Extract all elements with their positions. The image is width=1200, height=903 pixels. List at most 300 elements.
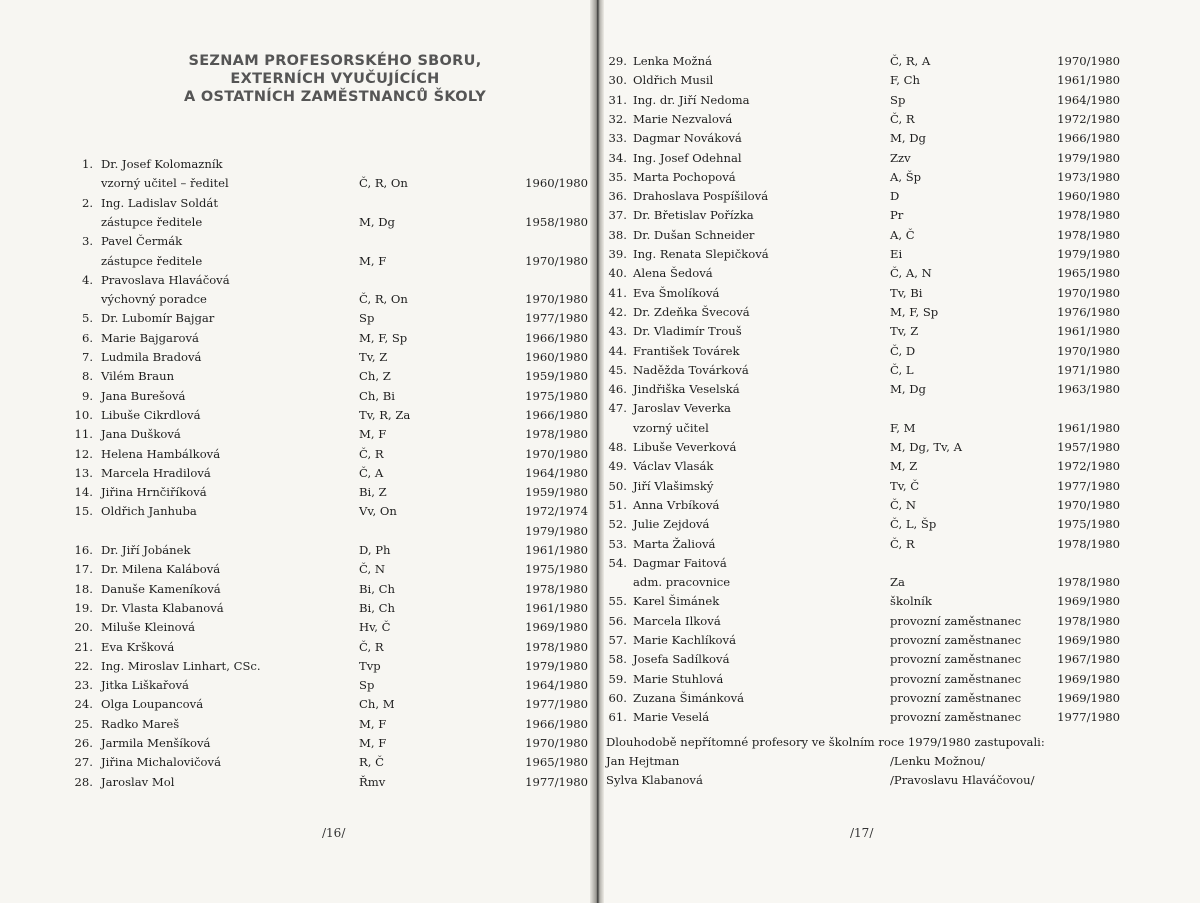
list-row [600,573,1200,592]
person-name: Dr. Jiří Jobánek [101,543,191,557]
person-name: Josefa Sadílková [633,652,730,667]
subjects: D [890,189,900,204]
row-number: 1. [81,157,93,171]
years: 1960/1980 [525,350,588,364]
row-number: 41. [608,285,627,300]
list-row [600,206,1200,225]
subjects: M, F [359,736,387,750]
person-name: Jana Burešová [101,388,186,403]
row-number: 52. [608,517,627,532]
years: 1961/1980 [1057,73,1120,88]
subjects: školník [890,594,932,609]
row-number: 32. [608,111,627,126]
person-name: Dr. Milena Kalábová [101,562,221,577]
years: 1977/1980 [525,697,588,712]
subjects: Č, D [890,343,916,358]
subjects: Č, R [359,446,384,461]
row-number: 46. [608,382,627,397]
person-name: Julie Zejdová [633,517,710,532]
person-name: Eva Kršková [101,639,175,654]
person-name: Miluše Kleinová [101,620,196,635]
years: 1970/1980 [525,253,588,268]
subjects: Bi, Z [359,485,387,500]
person-name: Libuše Veverková [633,440,737,454]
subjects: M, F [359,427,387,442]
person-name: adm. pracovnice [633,575,731,590]
years: 1966/1980 [1057,131,1120,146]
row-number: 59. [608,671,627,686]
years: 1961/1980 [525,600,588,615]
subjects: Sp [890,92,906,107]
years: 1978/1980 [1057,227,1120,242]
row-number: 36. [608,189,627,204]
years: 1978/1980 [525,427,588,442]
row-number: 21. [74,639,93,654]
row-number: 24. [74,697,93,712]
person-name: Marta Žaliová [633,536,716,551]
years: 1960/1980 [1057,189,1120,204]
years: 1972/1980 [1057,111,1120,126]
substitute-name: Jan Hejtman [606,754,680,768]
person-name: Oldřich Musil [633,73,714,88]
row-number: 47. [608,401,627,416]
person-name: Jiřina Michalovičová [101,755,222,770]
person-name: Zuzana Šimánková [633,690,745,705]
subjects: A, Šp [890,169,922,184]
years: 1978/1980 [525,581,588,596]
person-name: Helena Hambálková [101,446,221,461]
subjects: Č, R [359,639,384,654]
person-name: zástupce ředitele [101,214,203,229]
subjects: Zzv [890,150,911,165]
row-number: 34. [608,150,627,165]
row-number: 10. [74,407,93,422]
row-number: 56. [608,613,627,628]
row-number: 38. [608,227,627,242]
person-name: Vilém Braun [101,369,175,384]
years: 1973/1980 [1057,169,1120,184]
row-number: 18. [74,581,93,596]
row-number: 9. [81,388,93,403]
list-row [0,464,596,483]
list-row [0,329,596,348]
person-name: Marie Stuhlová [633,671,724,686]
list-row [600,149,1200,168]
substituted-person: /Lenku Možnou/ [890,754,985,768]
list-row [600,284,1200,303]
row-number: 22. [74,658,93,673]
list-row [0,174,596,193]
person-name: vzorný učitel [633,420,709,435]
subjects: provozní zaměstnanec [890,633,1022,647]
subjects: provozní zaměstnanec [890,710,1022,725]
person-name: Jitka Liškařová [101,678,189,693]
subjects: M, F, Sp [359,330,408,345]
row-number: 20. [74,620,93,635]
list-row [0,522,596,541]
row-number: 5. [81,311,93,326]
row-number: 6. [81,330,93,345]
subjects: Č, N [359,562,385,577]
row-number: 57. [608,633,627,647]
person-name: Ing. dr. Jiří Nedoma [633,92,750,107]
person-name: Marie Bajgarová [101,330,199,345]
row-number: 53. [608,536,627,551]
years: 1979/1980 [525,523,588,538]
list-row [600,457,1200,476]
subjects: Č, L, Šp [890,517,937,532]
years: 1978/1980 [1057,536,1120,551]
row-number: 8. [81,369,93,384]
years: 1969/1980 [1057,671,1120,686]
years: 1963/1980 [1057,382,1120,397]
years: 1960/1980 [525,176,588,191]
subjects: Ch, Bi [359,388,395,403]
list-row [600,515,1200,534]
subjects: Č, R, A [890,54,931,68]
subjects: Tv, R, Za [359,407,411,422]
years: 1972/1974 [525,504,588,519]
list-row [0,445,596,464]
row-number: 60. [608,690,627,705]
list-row [600,52,1200,71]
list-row [600,168,1200,187]
substituted-person: /Pravoslavu Hlaváčovou/ [890,773,1035,787]
person-name: Dr. Břetislav Pořízka [633,208,754,223]
person-name: Dr. Dušan Schneider [633,227,755,242]
person-name: Jiřina Hrnčiříková [101,485,207,500]
list-row [0,773,596,792]
years: 1978/1980 [1057,613,1120,628]
person-name: Karel Šimánek [633,594,720,609]
subjects: Č, L [890,362,914,377]
years: 1970/1980 [525,446,588,461]
subjects: Ei [890,247,903,261]
person-name: Radko Mareš [101,716,180,731]
list-row [600,689,1200,708]
row-number: 17. [74,562,93,577]
list-row [0,309,596,328]
years: 1969/1980 [1057,633,1120,647]
person-name: Ing. Josef Odehnal [633,150,742,165]
list-row [600,496,1200,515]
title-line: EXTERNÍCH VYUČUJÍCÍCH [230,71,440,87]
person-name: vzorný učitel – ředitel [101,176,229,191]
row-number: 4. [81,272,93,287]
list-title [150,52,520,106]
substitute-name: Sylva Klabanová [606,773,703,787]
years: 1975/1980 [525,562,588,577]
person-name: Václav Vlasák [633,459,714,474]
list-row [600,110,1200,129]
substitutes-note: Dlouhodobě nepřítomné profesory ve školním roce 1979/1980 zastupovali: [606,735,1045,749]
list-row [600,380,1200,399]
person-name: Ing. Ladislav Soldát [101,195,219,210]
substitute-row [600,752,1200,771]
person-name: zástupce ředitele [101,253,203,268]
person-name: Marie Veselá [633,710,710,725]
subjects: Č, R, On [359,292,408,307]
list-row [0,271,596,290]
list-row [600,187,1200,206]
years: 1966/1980 [525,407,588,422]
person-name: Dr. Vlasta Klabanová [101,600,224,615]
subjects: A, Č [890,227,915,242]
years: 1978/1980 [1057,575,1120,590]
row-number: 12. [74,446,93,461]
row-number: 39. [608,247,627,261]
list-row [600,71,1200,90]
person-name: Jaroslav Mol [101,774,175,789]
years: 1971/1980 [1057,362,1120,377]
years: 1969/1980 [525,620,588,635]
subjects: M, F [359,716,387,731]
subjects: provozní zaměstnanec [890,652,1022,667]
person-name: Anna Vrbíková [633,497,720,512]
person-name: Dagmar Faitová [633,555,727,570]
list-row [600,245,1200,264]
years: 1964/1980 [1057,92,1120,107]
list-row [600,438,1200,457]
person-name: Eva Šmolíková [633,285,720,300]
subjects: Hv, Č [359,620,391,635]
years: 1964/1980 [525,465,588,480]
person-name: Jindřiška Veselská [633,382,740,397]
list-row [0,155,596,174]
subjects: M, Dg [890,131,926,146]
row-number: 23. [74,678,93,693]
subjects: M, F [359,253,387,268]
years: 1970/1980 [1057,285,1120,300]
person-name: Ing. Renata Slepičková [633,247,769,261]
row-number: 14. [74,485,93,500]
years: 1970/1980 [1057,497,1120,512]
list-row [0,290,596,309]
subjects: F, Ch [890,73,920,88]
years: 1966/1980 [525,716,588,731]
row-number: 13. [74,465,93,480]
list-row [600,419,1200,438]
person-name: Drahoslava Pospíšilová [633,189,769,204]
row-number: 11. [74,427,93,442]
person-name: Danuše Kameníková [101,581,221,596]
row-number: 50. [608,478,627,493]
substitute-row [600,771,1200,790]
list-row [600,361,1200,380]
subjects: Pr [890,208,904,223]
person-name: Oldřich Janhuba [101,504,197,519]
list-row [600,264,1200,283]
years: 1964/1980 [525,678,588,693]
title-line: A OSTATNÍCH ZAMĚSTNANCŮ ŠKOLY [183,89,487,105]
right-page [600,0,1200,903]
list-row [600,129,1200,148]
person-name: Marie Kachlíková [633,633,736,647]
subjects: R, Č [359,755,384,770]
list-row [0,599,596,618]
years: 1966/1980 [525,330,588,345]
list-row [0,232,596,251]
row-number: 58. [608,652,627,667]
subjects: M, Dg [890,382,926,397]
years: 1970/1980 [525,736,588,750]
row-number: 15. [74,504,93,519]
row-number: 37. [608,208,627,223]
subjects: M, Dg, Tv, A [890,440,962,454]
row-number: 27. [74,755,93,770]
person-name: Marcela Ilková [633,613,721,628]
years: 1967/1980 [1057,652,1120,667]
list-row [0,483,596,502]
subjects: M, Z [890,459,918,474]
list-row [600,631,1200,650]
list-row [0,213,596,232]
subjects: Tv, Z [890,324,919,339]
years: 1979/1980 [525,658,588,673]
years: 1969/1980 [1057,594,1120,609]
list-row [600,226,1200,245]
years: 1979/1980 [1057,247,1120,261]
person-name: Ing. Miroslav Linhart, CSc. [101,658,261,673]
list-row [0,638,596,657]
years: 1977/1980 [1057,710,1120,725]
person-name: Jana Dušková [101,427,181,442]
row-number: 54. [608,555,627,570]
list-row [600,91,1200,110]
list-row [600,322,1200,341]
list-row [600,477,1200,496]
person-name: Pravoslava Hlaváčová [101,272,230,287]
person-name: Dagmar Nováková [633,131,742,146]
list-row [600,303,1200,322]
row-number: 33. [608,131,627,146]
list-row [600,592,1200,611]
subjects: F, M [890,420,916,435]
subjects: Tv, Č [890,478,920,493]
list-row [600,342,1200,361]
subjects: Tv, Bi [890,285,923,300]
list-row [600,650,1200,669]
subjects: Tv, Z [359,350,388,364]
row-number: 31. [608,92,627,107]
years: 1970/1980 [1057,343,1120,358]
years: 1970/1980 [525,292,588,307]
book-gutter [590,0,604,903]
list-row [0,753,596,772]
list-row [0,560,596,579]
row-number: 3. [81,234,93,249]
years: 1961/1980 [1057,324,1120,339]
years: 1977/1980 [525,774,588,789]
person-name: Lenka Možná [633,54,712,68]
subjects: Č, A, N [890,266,932,281]
person-name: Jarmila Menšíková [101,736,211,750]
row-number: 42. [608,304,627,319]
list-row [600,708,1200,727]
page-number-left: /16/ [322,826,346,840]
person-name: Dr. Josef Kolomazník [101,157,223,171]
subjects: Č, R [890,111,915,126]
subjects: Za [890,575,905,590]
row-number: 49. [608,459,627,474]
person-name: Dr. Vladimír Trouš [633,324,742,339]
subjects: Č, R, On [359,176,408,191]
row-number: 43. [608,324,627,339]
subjects: D, Ph [359,543,391,557]
list-row [0,387,596,406]
person-name: Dr. Zdeňka Švecová [633,304,750,319]
years: 1961/1980 [1057,420,1120,435]
person-name: Olga Loupancová [101,697,204,712]
person-name: Marta Pochopová [633,169,736,184]
years: 1977/1980 [1057,478,1120,493]
person-name: Jaroslav Veverka [633,401,731,416]
subjects: Č, N [890,497,916,512]
row-number: 45. [608,362,627,377]
row-number: 16. [74,543,93,557]
subjects: Sp [359,678,375,693]
years: 1965/1980 [1057,266,1120,281]
years: 1977/1980 [525,311,588,326]
years: 1975/1980 [525,388,588,403]
years: 1959/1980 [525,485,588,500]
subjects: provozní zaměstnanec [890,671,1022,686]
subjects: Tvp [359,658,381,673]
list-row [600,535,1200,554]
list-row [0,715,596,734]
row-number: 35. [608,169,627,184]
row-number: 44. [608,343,627,358]
row-number: 26. [74,736,93,750]
person-name: Alena Šedová [633,266,713,281]
subjects: M, F, Sp [890,304,939,319]
row-number: 19. [74,600,93,615]
person-name: Naděžda Továrková [633,362,749,377]
person-name: Libuše Cikrdlová [101,407,201,422]
years: 1978/1980 [525,639,588,654]
years: 1978/1980 [1057,208,1120,223]
subjects: Bi, Ch [359,600,395,615]
list-row [0,676,596,695]
years: 1965/1980 [525,755,588,770]
row-number: 61. [608,710,627,725]
list-row [0,406,596,425]
list-row [0,348,596,367]
person-name: Pavel Čermák [101,234,183,249]
row-number: 30. [608,73,627,88]
years: 1972/1980 [1057,459,1120,474]
row-number: 29. [608,54,627,68]
subjects: provozní zaměstnanec [890,690,1022,705]
list-row [0,695,596,714]
years: 1979/1980 [1057,150,1120,165]
subjects: Bi, Ch [359,581,395,596]
list-row [600,399,1200,418]
person-name: Ludmila Bradová [101,350,202,364]
row-number: 25. [74,716,93,731]
subjects: Ch, M [359,697,395,712]
person-name: František Továrek [633,343,740,358]
left-page [0,0,596,903]
subjects: Č, A [359,465,384,480]
subjects: Sp [359,311,375,326]
list-row [600,554,1200,573]
title-line: SEZNAM PROFESORSKÉHO SBORU, [188,53,482,69]
subjects: Ch, Z [359,369,391,384]
list-row [0,425,596,444]
years: 1975/1980 [1057,517,1120,532]
subjects: Řmv [359,774,386,789]
